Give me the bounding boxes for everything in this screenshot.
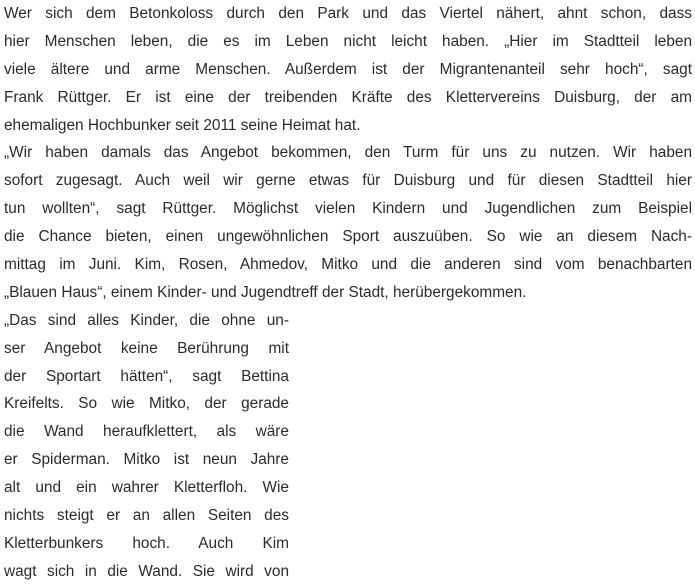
text-line: „Wir haben damals das Angebot bekommen, den Turm für uns zu nutzen. Wir haben bbox=[4, 144, 692, 162]
paragraph-2 bbox=[4, 139, 692, 306]
article-body bbox=[4, 0, 692, 586]
paragraph-1 bbox=[4, 0, 692, 139]
text-line: ehemaligen Hochbunker seit 2011 seine Heimat hat. bbox=[4, 116, 361, 134]
text-line: alt und ein wahrer Kletterfloh. Wie bbox=[4, 479, 289, 497]
text-line: wagt sich in die Wand. Sie wird von bbox=[4, 562, 289, 580]
text-line: Frank Rüttger. Er ist eine der treibenden Kräfte des Klettervereins Duisburg, der am bbox=[4, 88, 692, 106]
text-line: „Blauen Haus“, einem Kinder- und Jugendtreff der Stadt, herübergekommen. bbox=[4, 283, 527, 301]
text-line: hier Menschen leben, die es im Leben nicht leicht haben. „Hier im Stadtteil leben bbox=[4, 32, 692, 50]
text-line: mittag im Juni. Kim, Rosen, Ahmedov, Mitko und die anderen sind vom benachbarten bbox=[4, 256, 692, 274]
text-line: ser Angebot keine Berührung mit bbox=[4, 339, 289, 357]
text-line: viele ältere und arme Menschen. Außerdem ist der Migrantenanteil sehr hoch“, sagt bbox=[4, 60, 692, 78]
text-line: er Spiderman. Mitko ist neun Jahre bbox=[4, 451, 289, 469]
text-line: tun wollten“, sagt Rüttger. Möglichst vielen Kindern und Jugendlichen zum Beispiel bbox=[4, 200, 692, 218]
text-line: sofort zugesagt. Auch weil wir gerne etwas für Duisburg und für diesen Stadtteil hier bbox=[4, 172, 692, 190]
text-line: die Chance bieten, einen ungewöhnlichen Sport auszuüben. So wie an diesem Nach- bbox=[4, 228, 692, 246]
text-line: Kreifelts. So wie Mitko, der gerade bbox=[4, 395, 289, 413]
text-line: nichts steigt er an allen Seiten des bbox=[4, 507, 289, 525]
text-line: „Das sind alles Kinder, die ohne un- bbox=[4, 311, 289, 329]
text-line: Kletterbunkers hoch. Auch Kim bbox=[4, 534, 289, 552]
paragraph-3 bbox=[4, 307, 289, 586]
text-line: der Sportart hätten“, sagt Bettina bbox=[4, 367, 289, 385]
text-line: Wer sich dem Betonkoloss durch den Park und das Viertel nähert, ahnt schon, dass bbox=[4, 5, 692, 22]
text-line: die Wand heraufklettert, als wäre bbox=[4, 423, 289, 441]
